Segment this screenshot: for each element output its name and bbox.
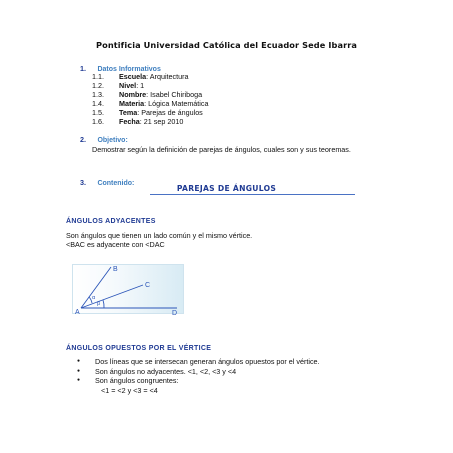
info-number: 1.1. <box>92 72 104 81</box>
label-alpha: α <box>92 295 96 301</box>
section-number: 2. <box>80 135 86 144</box>
list-item: ● Dos líneas que se intersecan generan ángulos opuestos por el vértice. <box>66 357 320 367</box>
info-value: : 1 <box>136 81 145 90</box>
info-value: : Lógica Matemática <box>144 99 209 108</box>
list-item: ● Son ángulos no adyacentes. <1, <2, <3 y <4 <box>66 367 320 377</box>
adjacent-line: Son ángulos que tienen un lado común y el mismo vértice. <box>66 231 253 240</box>
info-number: 1.6. <box>92 117 104 126</box>
section-label: Datos Informativos <box>97 66 161 73</box>
info-value: : Isabel Chiriboga <box>146 90 203 99</box>
info-number: 1.2. <box>92 81 104 90</box>
adjacent-heading: ÁNGULOS ADYACENTES <box>66 218 156 225</box>
label-d: D <box>172 310 178 315</box>
section-label: Contenido: <box>97 180 135 187</box>
info-key: Nivel <box>119 81 137 90</box>
adjacent-angles-figure <box>72 264 184 314</box>
info-key: Nombre <box>119 90 147 99</box>
info-key: Materia <box>119 99 145 108</box>
info-value: : 21 sep 2010 <box>139 117 184 126</box>
document-title: Pontificia Universidad Católica del Ecuador Sede Ibarra <box>96 40 357 50</box>
title-underline <box>150 194 355 195</box>
section-number: 1. <box>80 64 86 73</box>
label-c: C <box>145 282 151 289</box>
info-key: Fecha <box>119 117 140 126</box>
section-number: 3. <box>80 178 86 187</box>
list-item: ● Son ángulos congruentes: <box>66 376 320 386</box>
info-number: 1.3. <box>92 90 104 99</box>
info-number: 1.5. <box>92 108 104 117</box>
content-title: PAREJAS DE ÁNGULOS <box>176 184 277 193</box>
arc-beta <box>103 300 104 308</box>
ray-ac <box>81 285 143 308</box>
label-a: A <box>75 309 80 315</box>
objective-text: Demostrar según la definición de parejas de ángulos, cuales son y sus teoremas. <box>92 145 351 154</box>
info-number: 1.4. <box>92 99 104 108</box>
info-key: Escuela <box>119 72 147 81</box>
info-item <box>92 117 183 127</box>
section-label: Objetivo: <box>97 137 128 144</box>
info-value: : Parejas de ángulos <box>137 108 203 117</box>
opposite-heading: ÁNGULOS OPUESTOS POR EL VÉRTICE <box>66 345 212 352</box>
adjacent-line: <BAC es adyacente con <DAC <box>66 240 165 249</box>
opposite-bullets <box>66 357 320 386</box>
info-value: : Arquitectura <box>146 72 189 81</box>
congruence-statement: <1 = <2 y <3 = <4 <box>101 386 158 395</box>
angle-diagram <box>73 265 185 315</box>
label-b: B <box>113 266 118 273</box>
ray-ab <box>81 267 111 308</box>
label-beta: β <box>97 301 101 307</box>
info-key: Tema <box>119 108 138 117</box>
